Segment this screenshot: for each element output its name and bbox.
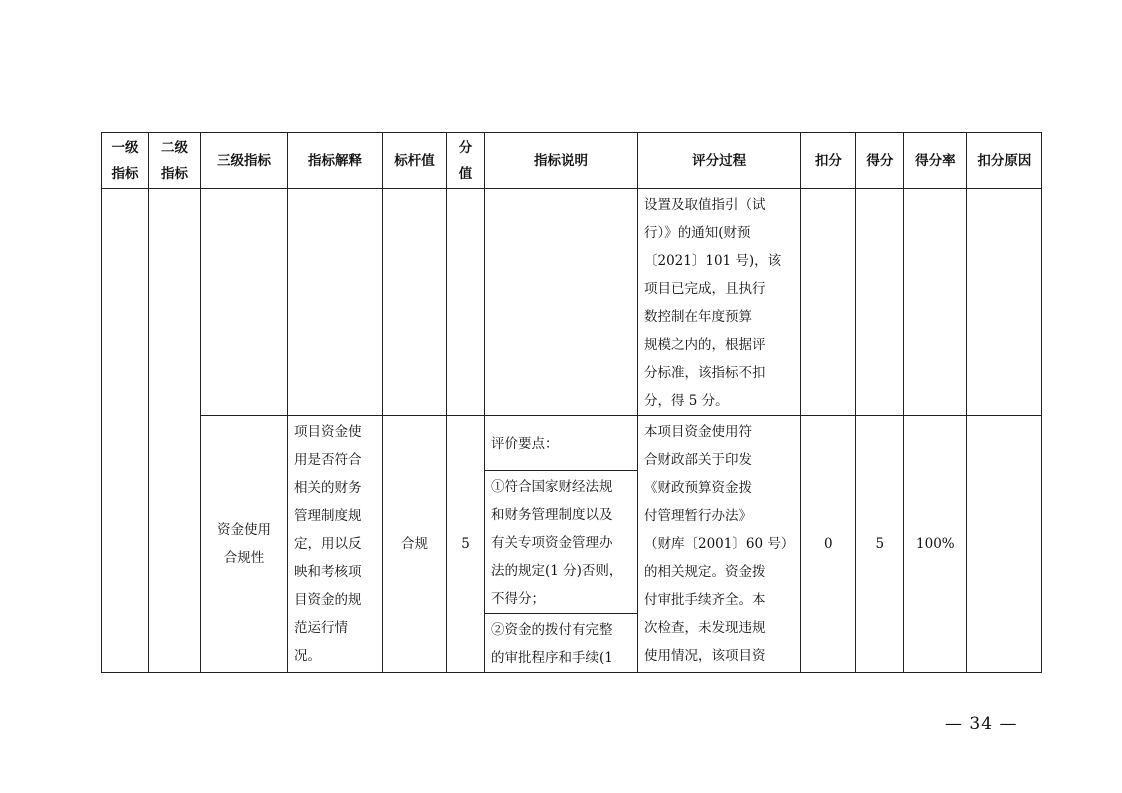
header-rate: 得分率 — [904, 133, 967, 189]
level1-cell — [102, 189, 149, 673]
obtained-cell — [856, 189, 904, 416]
header-process: 评分过程 — [638, 133, 801, 189]
header-explanation: 指标解释 — [288, 133, 383, 189]
deduction-cell: 0 — [801, 416, 856, 673]
header-obtained: 得分 — [856, 133, 904, 189]
level3-cell: 资金使用 合规性 — [201, 416, 288, 673]
header-deduction: 扣分 — [801, 133, 856, 189]
header-level3: 三级指标 — [201, 133, 288, 189]
header-level2: 二级 指标 — [149, 133, 201, 189]
description-cell — [485, 416, 638, 673]
explanation-cell: 项目资金使 用是否符合 相关的财务 管理制度规 定，用以反 映和考核项 目资金的规 范运行情 况。 — [288, 416, 383, 673]
header-level1: 一级 指标 — [102, 133, 149, 189]
description-item-2: ②资金的拨付有完整 的审批程序和手续(1 — [491, 621, 613, 666]
table-row — [102, 189, 1042, 416]
reason-cell — [967, 416, 1042, 673]
score-cell: 5 — [447, 416, 485, 673]
description-header: 评价要点： — [491, 435, 559, 452]
rate-cell — [904, 189, 967, 416]
description-item-1: ①符合国家财经法规 和财务管理制度以及 有关专项资金管理办 法的规定(1 分)否则， 不得分； — [491, 478, 623, 607]
process-cell: 设置及取值指引（试 行）》的通知(财预 〔2021〕101 号)，该 项目已完成，且执行 数控制在年度预算 规模之内的，根据评 分标准，该指标不扣 分，得 5 分。 — [638, 189, 801, 416]
benchmark-cell: 合规 — [383, 416, 447, 673]
description-subtable — [485, 416, 637, 672]
header-benchmark: 标杆值 — [383, 133, 447, 189]
process-cell: 本项目资金使用符 合财政部关于印发 《财政预算资金拨 付管理暂行办法》 （财库〔2001〕60 号） 的相关规定。资金拨 付审批手续齐全。本 次检查，未发现违规 使用情况，该项目资 — [638, 416, 801, 673]
header-score: 分 值 — [447, 133, 485, 189]
level3-cell — [201, 189, 288, 416]
header-reason: 扣分原因 — [967, 133, 1042, 189]
page-number: — 34 — — [945, 714, 1018, 734]
benchmark-cell — [383, 189, 447, 416]
score-cell — [447, 189, 485, 416]
header-description: 指标说明 — [485, 133, 638, 189]
obtained-cell: 5 — [856, 416, 904, 673]
deduction-cell — [801, 189, 856, 416]
evaluation-table — [101, 132, 1042, 673]
rate-cell: 100% — [904, 416, 967, 673]
description-cell — [485, 189, 638, 416]
explanation-cell — [288, 189, 383, 416]
level2-cell — [149, 189, 201, 673]
header-row — [102, 133, 1042, 189]
table-row — [102, 416, 1042, 673]
reason-cell — [967, 189, 1042, 416]
